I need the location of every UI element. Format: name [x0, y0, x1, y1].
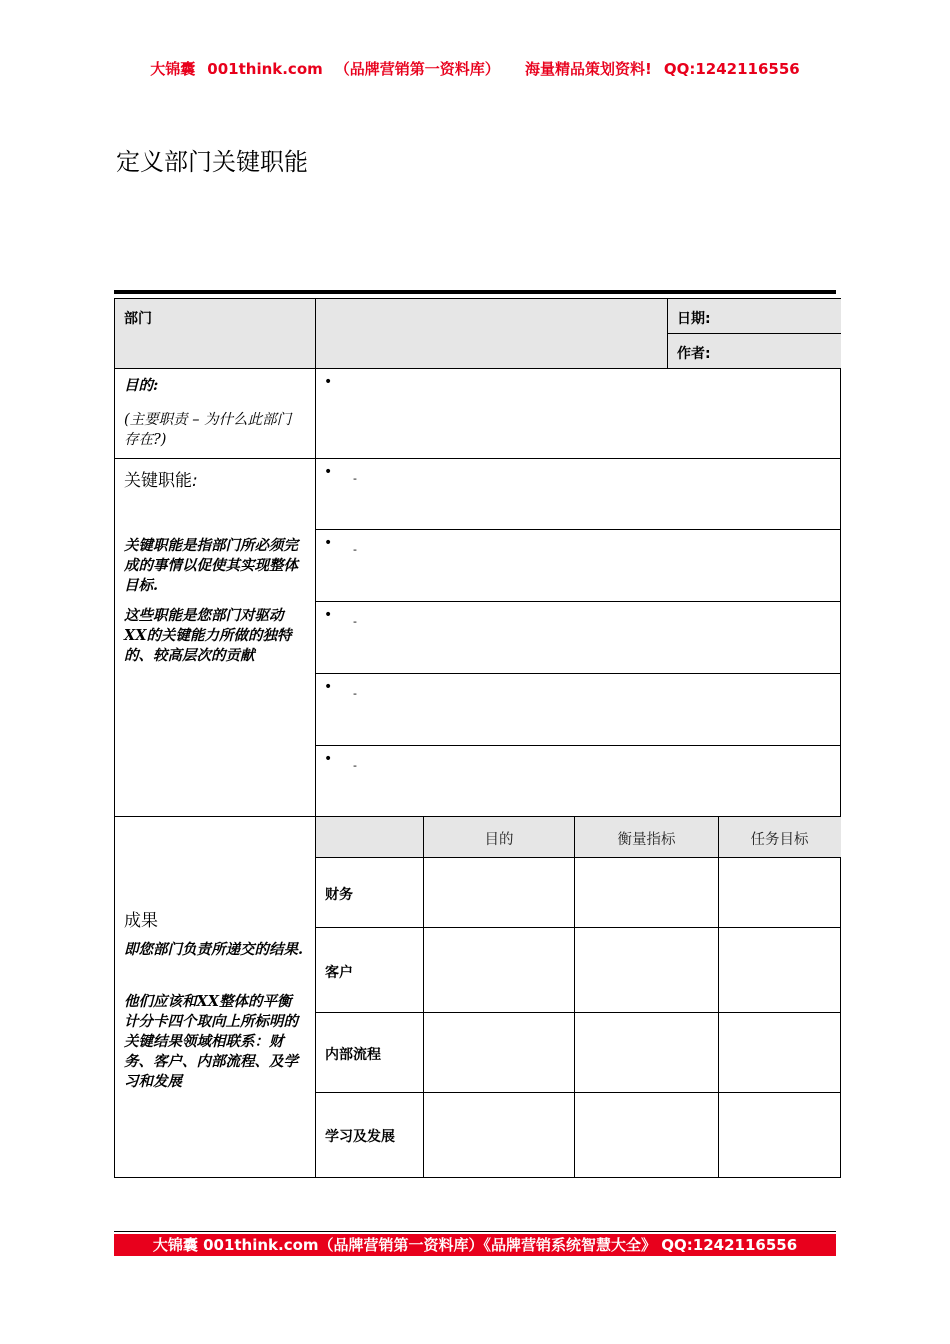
- purpose-bullet: •: [324, 374, 333, 390]
- top-rule: [114, 290, 836, 294]
- row-finance-target[interactable]: [718, 857, 841, 928]
- col-purpose-header: 目的: [484, 832, 514, 848]
- key-function-bullet-5: •: [324, 751, 333, 767]
- key-function-bullet-1: •: [324, 464, 333, 480]
- key-function-dash-2: -: [353, 543, 357, 556]
- row-learning-purpose[interactable]: [423, 1092, 575, 1178]
- results-note-1: 即您部门负责所递交的结果.: [124, 941, 304, 958]
- header-banner: [0, 58, 950, 79]
- header-brand: 大锦囊: [150, 60, 196, 78]
- key-function-row-4[interactable]: [315, 673, 841, 746]
- row-learning-label: 学习及发展: [325, 1129, 395, 1145]
- row-customer-label: 客户: [325, 965, 353, 981]
- footer-rule: [114, 1231, 836, 1232]
- key-function-row-3[interactable]: [315, 601, 841, 674]
- key-function-row-2[interactable]: [315, 529, 841, 602]
- col-target-header: 任务目标: [750, 832, 809, 848]
- key-function-bullet-3: •: [324, 607, 333, 623]
- purpose-note: (主要职责 – 为什么此部门存在?): [124, 412, 292, 448]
- col-metric-header: 衡量指标: [617, 832, 676, 848]
- page-title: 定义部门关键职能: [116, 148, 308, 176]
- footer-banner: 大锦囊 001think.com（品牌营销第一资料库）《品牌营销系统智慧大全》 QQ:1242116556: [114, 1234, 836, 1256]
- results-label: 成果: [124, 911, 158, 931]
- row-customer-target[interactable]: [718, 927, 841, 1013]
- key-functions-colon: :: [192, 471, 198, 491]
- header-qq: QQ:1242116556: [663, 60, 800, 78]
- header-site[interactable]: 001think.com: [207, 60, 323, 78]
- row-process-target[interactable]: [718, 1012, 841, 1093]
- row-finance-metric[interactable]: [574, 857, 719, 928]
- row-process-label: 内部流程: [325, 1047, 381, 1063]
- row-process-purpose[interactable]: [423, 1012, 575, 1093]
- dept-input-cell[interactable]: [315, 298, 668, 369]
- key-function-bullet-4: •: [324, 679, 333, 695]
- results-corner-cell: [315, 816, 424, 858]
- dept-label: 部门: [124, 311, 152, 327]
- key-function-dash-1: -: [353, 472, 357, 485]
- purpose-input-cell[interactable]: [315, 368, 841, 459]
- header-slogan: 海量精品策划资料!: [525, 60, 652, 78]
- key-function-row-5[interactable]: [315, 745, 841, 817]
- row-finance-purpose[interactable]: [423, 857, 575, 928]
- row-learning-metric[interactable]: [574, 1092, 719, 1178]
- key-functions-label: [124, 466, 198, 491]
- purpose-label: 目的:: [124, 377, 159, 394]
- row-customer-metric[interactable]: [574, 927, 719, 1013]
- key-functions-title: 关键职能: [124, 471, 192, 491]
- key-functions-note-2: 这些职能是您部门对驱动XX的关键能力所做的独特的、较高层次的贡献: [124, 607, 292, 664]
- key-function-dash-4: -: [353, 687, 357, 700]
- key-functions-note-1: 关键职能是指部门所必须完成的事情以促使其实现整体目标.: [124, 537, 298, 594]
- key-function-row-1[interactable]: [315, 458, 841, 530]
- results-note-2: 他们应该和XX整体的平衡计分卡四个取向上所标明的关键结果领域相联系：财务、客户、内部流程、及学习和发展: [124, 993, 298, 1090]
- key-function-bullet-2: •: [324, 535, 333, 551]
- row-learning-target[interactable]: [718, 1092, 841, 1178]
- row-finance-label: 财务: [325, 887, 353, 903]
- header-tag: （品牌营销第一资料库）: [334, 60, 500, 78]
- key-function-dash-5: -: [353, 759, 357, 772]
- key-function-dash-3: -: [353, 615, 357, 628]
- date-label: 日期:: [677, 311, 711, 327]
- row-process-metric[interactable]: [574, 1012, 719, 1093]
- author-label: 作者:: [677, 346, 711, 362]
- row-customer-purpose[interactable]: [423, 927, 575, 1013]
